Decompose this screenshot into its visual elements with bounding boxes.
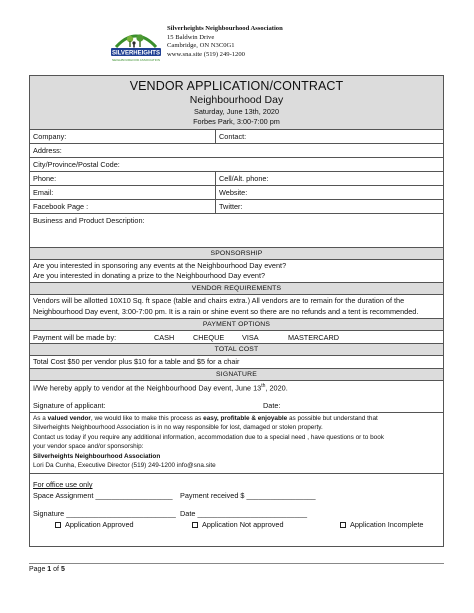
org-address-line2: Cambridge, ON N3C0G1 [167,42,235,50]
payment-received-field[interactable]: Payment received $ _________________ [180,491,316,501]
logo-subtext: NEIGHBOURHOOD ASSOCIATION [111,58,161,62]
incomplete-label: Application Incomplete [350,520,424,530]
page-total: 5 [60,566,65,573]
email-field[interactable]: Email: [30,186,216,199]
sponsorship-question-2: Are you interested in donating a prize to the Neighbourhood Day event? [33,271,266,281]
office-use-block [30,474,443,546]
phone-field[interactable]: Phone: [30,172,216,185]
office-use-heading: For office use only [33,480,93,490]
payment-heading: PAYMENT OPTIONS [30,319,443,331]
checkbox-icon[interactable] [340,522,346,528]
address-field[interactable]: Address: [33,146,62,155]
form-title: VENDOR APPLICATION/CONTRACT [129,79,344,93]
not-approved-option[interactable] [192,520,284,529]
payment-label: Payment will be made by: [33,332,117,342]
office-signature-field[interactable]: Signature ___________________________ [33,509,176,519]
applicant-signature-field[interactable]: Signature of applicant: [33,401,106,411]
vendor-info-block [30,413,443,474]
org-contact: www.sna.site (519) 249-1200 [167,50,245,58]
signature-date-field[interactable]: Date: [263,401,281,411]
payment-option-cheque[interactable]: CHEQUE [193,332,225,342]
checkbox-icon[interactable] [192,522,198,528]
letterhead [0,0,474,76]
info-emphasis: easy, profitable & enjoyable [203,415,288,423]
requirements-text: Vendors will be allotted 10X10 Sq. ft space (table and chairs extra.) All vendors are to remain for the duration of the Neighbourhood Day event, 3:00-7:00 pm. It is a rain or shine event so there are no refunds and a tent is recommended. [30,295,443,318]
city-field[interactable]: City/Province/Postal Code: [33,160,120,169]
approved-label: Application Approved [65,520,134,530]
form-title-block [30,76,443,130]
company-field[interactable]: Company: [30,130,216,143]
org-address-block [167,25,283,59]
space-assignment-field[interactable]: Space Assignment ___________________ [33,491,173,501]
page-label: Page [29,566,48,573]
sponsorship-question-1: Are you interested in sponsoring any events at the Neighbourhood Day event? [33,261,287,270]
total-cost-text: Total Cost $50 per vendor plus $10 for a table and $5 for a chair [30,356,443,369]
sponsorship-questions [30,260,443,283]
row-city [30,158,443,172]
event-venue: Forbes Park, 3:00-7:00 pm [193,117,280,126]
form-subtitle: Neighbourhood Day [189,94,284,106]
signature-statement-ordinal: th [261,383,266,390]
info-text: As a [33,415,48,423]
requirements-heading: VENDOR REQUIREMENTS [30,283,443,295]
info-line-1 [33,414,440,423]
vendor-form [29,75,444,547]
payment-option-cash[interactable]: CASH [154,332,175,342]
row-email [30,186,443,200]
info-valued-vendor: valued vendor [47,415,91,423]
page-of-label: of [51,566,61,573]
row-social [30,200,443,214]
checkbox-icon[interactable] [55,522,61,528]
row-company [30,130,443,144]
signature-statement [33,383,288,392]
footer-divider [29,563,444,564]
event-date: Saturday, June 13th, 2020 [193,107,280,116]
payment-options-row [30,331,443,344]
info-org-name: Silverheights Neighbourhood Association [33,452,161,460]
total-cost-heading: TOTAL COST [30,344,443,356]
info-text: , we would like to make this process as [90,415,204,423]
website-field[interactable]: Website: [219,188,248,197]
info-contact: Lori Da Cunha, Executive Director (519) 249-1200 info@sna.site [33,462,216,470]
facebook-field[interactable]: Facebook Page : [30,200,216,213]
org-name: Silverheights Neighbourhood Association [167,25,283,32]
signature-statement-text: I/We hereby apply to vendor at the Neighbourhood Day event, June 13 [33,383,262,393]
signature-statement-year: , 2020. [265,383,288,393]
page-footer [29,566,65,573]
payment-option-visa[interactable]: VISA [242,332,259,342]
signature-block [30,381,443,413]
association-logo [110,25,162,65]
cell-phone-field[interactable]: Cell/Alt. phone: [219,174,269,183]
incomplete-option[interactable] [340,520,423,529]
info-line-4: your vendor space and/or sponsorship: [33,443,144,451]
row-address [30,144,443,158]
twitter-field[interactable]: Twitter: [219,202,243,211]
payment-option-mastercard[interactable]: MASTERCARD [288,332,340,342]
not-approved-label: Application Not approved [202,520,284,530]
office-date-field[interactable]: Date ___________________________ [180,509,308,519]
info-line-3: Contact us today if you require any additional information, accommodation due to a special need , have questions or to book [33,433,384,441]
info-text: as possible but understand that [287,415,378,423]
org-address-line1: 15 Baldwin Drive [167,33,215,41]
approved-option[interactable] [55,520,134,529]
info-line-2: Silverheights Neighbourhood Association is in no way responsible for lost, damaged or stolen property. [33,424,323,432]
contact-field[interactable]: Contact: [219,132,247,141]
page-number: 1 [47,566,52,573]
sponsorship-heading: SPONSORSHIP [30,248,443,260]
signature-heading: SIGNATURE [30,369,443,381]
business-description-field[interactable]: Business and Product Description: [30,214,443,248]
logo-text: SILVERHEIGHTS [112,50,160,57]
row-phone [30,172,443,186]
